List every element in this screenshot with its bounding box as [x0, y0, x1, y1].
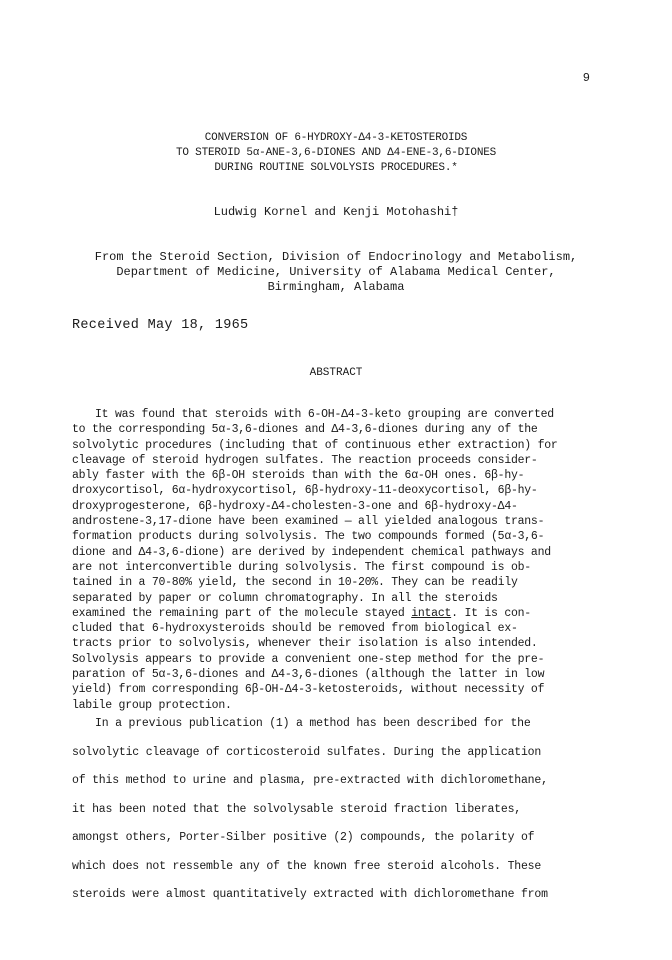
abstract-line: are not interconvertible during solvolysis. The first compound is ob- — [72, 560, 531, 574]
abstract-line: yield) from corresponding 6β-OH-Δ4-3-ketosteroids, without necessity of — [72, 683, 545, 697]
abstract-line: Solvolysis appears to provide a convenient one-step method for the pre- — [72, 652, 545, 666]
abstract-line: paration of 5α-3,6-diones and Δ4-3,6-diones (although the latter in low — [72, 668, 545, 682]
abstract-text: examined the remaining part of the molecule stayed — [72, 606, 412, 620]
intro-line: of this method to urine and plasma, pre-extracted with dichloromethane, — [72, 774, 548, 787]
page-number: 9 — [582, 71, 590, 85]
abstract-line — [72, 606, 612, 621]
intro-line: steroids were almost quantitatively extracted with dichloromethane from — [72, 888, 548, 901]
abstract-line: tained in a 70-80% yield, the second in 10-20%. They can be readily — [72, 576, 518, 590]
abstract-line: androstene-3,17-dione have been examined — all yielded analogous trans- — [72, 515, 545, 529]
introduction-body — [72, 710, 612, 910]
affiliation-line: From the Steroid Section, Division of Endocrinology and Metabolism, — [94, 250, 578, 264]
abstract-line: solvolytic procedures (including that of continuous ether extraction) for — [72, 438, 558, 452]
abstract-line: droxyprogesterone, 6β-hydroxy-Δ4-cholesten-3-one and 6β-hydroxy-Δ4- — [72, 499, 518, 513]
title-line: TO STEROID 5α-ANE-3,6-DIONES AND Δ4-ENE-3,6-DIONES — [175, 147, 497, 159]
intro-line: In a previous publication (1) a method has been described for the — [95, 717, 531, 730]
intro-line: it has been noted that the solvolysable steroid fraction liberates, — [72, 802, 521, 816]
abstract-line: to the corresponding 5α-3,6-diones and Δ4-3,6-diones during any of the — [72, 423, 538, 437]
abstract-line: ably faster with the 6β-OH steroids than with the 6α-OH ones. 6β-hy- — [72, 469, 525, 483]
underlined-word: intact — [411, 606, 452, 620]
title-line: CONVERSION OF 6-HYDROXY-Δ4-3-KETOSTEROIDS — [204, 132, 468, 144]
abstract-text: . It is con- — [451, 606, 531, 620]
abstract-line: dione and Δ4-3,6-dione) are derived by independent chemical pathways and — [72, 545, 551, 559]
title-line: DURING ROUTINE SOLVOLYSIS PROCEDURES.* — [214, 162, 458, 174]
intro-line: solvolytic cleavage of corticosteroid sulfates. During the application — [72, 745, 542, 759]
abstract-body — [72, 407, 612, 713]
abstract-line: It was found that steroids with 6-OH-Δ4-3-keto grouping are converted — [95, 408, 554, 421]
intro-line: which does not ressemble any of the known free steroid alcohols. These — [72, 859, 542, 873]
abstract-line: tracts prior to solvolysis, whenever their isolation is also intended. — [72, 637, 538, 651]
abstract-heading: ABSTRACT — [309, 367, 363, 379]
abstract-line: labile group protection. — [72, 698, 232, 712]
affiliation-line: Birmingham, Alabama — [267, 280, 405, 294]
received-date: Received May 18, 1965 — [72, 318, 249, 333]
abstract-line: cleavage of steroid hydrogen sulfates. The reaction proceeds consider- — [72, 453, 538, 467]
abstract-line: formation products during solvolysis. The two compounds formed (5α-3,6- — [72, 530, 545, 544]
abstract-line: droxycortisol, 6α-hydroxycortisol, 6β-hydroxy-11-deoxycortisol, 6β-hy- — [72, 484, 538, 498]
authors: Ludwig Kornel and Kenji Motohashi† — [213, 205, 459, 219]
intro-line: amongst others, Porter-Silber positive (2) compounds, the polarity of — [72, 831, 535, 844]
affiliation-line: Department of Medicine, University of Alabama Medical Center, — [116, 265, 556, 279]
abstract-line: separated by paper or column chromatography. In all the steroids — [72, 591, 498, 605]
affiliation — [0, 250, 672, 295]
abstract-line: cluded that 6-hydroxysteroids should be removed from biological ex- — [72, 622, 518, 636]
paper-title — [0, 131, 672, 176]
